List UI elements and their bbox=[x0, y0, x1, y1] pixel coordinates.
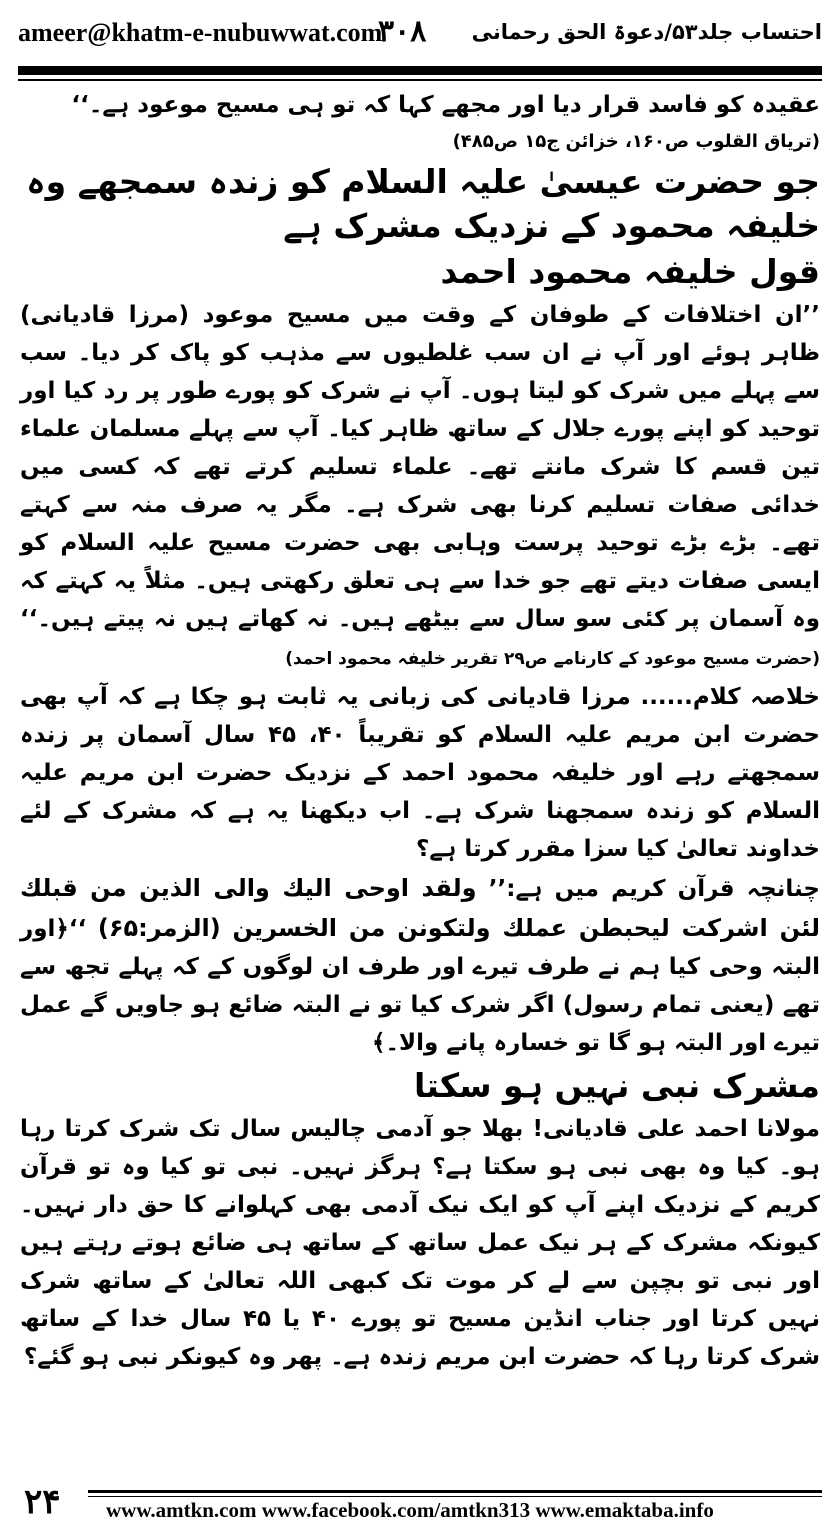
footer-page-label: ۲۴ bbox=[24, 1482, 61, 1522]
running-title: احتساب جلد۵۳/دعوۃ الحق رحمانی bbox=[471, 20, 822, 44]
footer-rule-thick bbox=[88, 1490, 822, 1493]
heading-nabi: مشرک نبی نہیں ہو سکتا bbox=[414, 1066, 820, 1105]
quran-arabic: ولقد اوحی الیك والی الذین من قبلك لئن اشرکت لیحبطن عملك ولتکونن من الخسرین (الزمر:۶۵) bbox=[20, 874, 820, 942]
summary-label: خلاصہ کلام...... bbox=[640, 684, 821, 710]
header-email[interactable]: ameer@khatm-e-nubuwwat.com bbox=[18, 18, 383, 47]
closing-paragraph: مولانا احمد علی قادیانی! بھلا جو آدمی چالیس سال تک شرک کرتا رہا ہو۔ کیا وہ بھی نبی ہو سکتا ہے؟ ہرگز نہیں۔ نبی تو کیا وہ تو قرآن کریم کے نزدیک اپنے آپ کو ایک نیک آدمی بھی کہلوانے کا حق دار نہیں۔ کیونکہ مشرک کے ہر نیک عمل ساتھ کے ساتھ ہی ضائع ہوتے رہتے ہیں اور نبی تو بچپن سے لے کر موت تک کبھی اللہ تعالیٰ کے ساتھ شرک نہیں کرتا اور جناب انڈین مسیح تو پورے ۴۰ یا ۴۵ سال خدا کے ساتھ شرک کرتا رہا کہ حضرت ابن مریم زندہ ہے۔ پھر وہ کیونکر نبی ہو گئے؟ bbox=[20, 1116, 820, 1370]
quote-text: ’’ان اختلافات کے طوفان کے وقت میں مسیح موعود (مرزا قادیانی) ظاہر ہوئے اور آپ نے ان سب غلطیوں سے مذہب کو پاک کر دیا۔ سب سے پہلے میں شرک کو لیتا ہوں۔ آپ نے شرک کو پورے طور پر رد کیا اور توحید کو اپنے پورے جلال کے ساتھ ظاہر کیا۔ آپ سے پہلے مسلمان علماء تین قسم کا شرک مانتے تھے۔ علماء تسلیم کرتے تھے کہ کسی میں خدائی صفات تسلیم کرنا بھی شرک ہے۔ مگر یہ صرف منہ سے کہتے تھے۔ بڑے بڑے توحید پرست وہابی بھی حضرت مسیح علیہ السلام کو ایسی صفات دیتے تھے جو خدا سے ہی تعلق رکھتی ہیں۔ مثلاً یہ کہتے کہ وہ آسمان پر کئی سو سال سے بیٹھے ہیں۔ نہ کھاتے ہیں نہ پیتے ہیں۔‘‘ bbox=[20, 302, 820, 632]
footer-urls[interactable]: www.amtkn.com www.facebook.com/amtkn313 www.emaktaba.info bbox=[106, 1498, 714, 1522]
page-content bbox=[20, 86, 820, 1376]
heading-qaul: قول خلیفہ محمود احمد bbox=[440, 252, 820, 291]
header-rule-thick bbox=[18, 66, 822, 75]
footer-rule-thin bbox=[88, 1496, 822, 1497]
reference-1: (تریاق القلوب ص۱۶۰، خزائن ج۱۵ ص۴۸۵) bbox=[452, 131, 820, 152]
quran-paragraph bbox=[20, 868, 820, 1062]
quran-translation: ‘‘﴿اور البتہ وحی کیا ہم نے طرف تیرے اور طرف ان لوگوں کے کہ پہلے تجھ سے تھے (یعنی تمام رسول) اگر شرک کیا تو نے البتہ ضائع ہو جاویں گے عمل تیرے اور البتہ ہو گا تو خسارہ پانے والا۔﴾ bbox=[20, 916, 820, 1056]
reference-2: (حضرت مسیح موعود کے کارنامے ص۲۹ تقریر خلیفہ محمود احمد) bbox=[285, 649, 820, 669]
quran-intro: چنانچہ قرآن کریم میں ہے:’’ bbox=[488, 876, 820, 902]
page-footer bbox=[18, 1482, 822, 1532]
opening-line: عقیدہ کو فاسد قرار دیا اور مجھے کہا کہ تو ہی مسیح موعود ہے۔‘‘ bbox=[71, 92, 820, 118]
summary-paragraph bbox=[20, 678, 820, 868]
header-rule-thin bbox=[18, 79, 822, 81]
page-number: ۳۰۸ bbox=[378, 14, 427, 49]
heading-mushrik: جو حضرت عیسیٰ علیہ السلام کو زندہ سمجھے وہ خلیفہ محمود کے نزدیک مشرک ہے bbox=[26, 162, 820, 245]
page-header bbox=[18, 12, 822, 58]
summary-text: مرزا قادیانی کی زبانی یہ ثابت ہو چکا ہے کہ آپ بھی حضرت ابن مریم علیہ السلام کو تقریباً ۴۰، ۴۵ سال آسمان پر زندہ سمجھتے رہے اور خلیفہ محمود احمد کے نزدیک حضرت ابن مریم علیہ السلام کو زندہ سمجھنا شرک ہے۔ اب دیکھنا یہ ہے کہ مشرک کے لئے خداوند تعالیٰ کیا سزا مقرر کرتا ہے؟ bbox=[20, 684, 821, 862]
quote-paragraph bbox=[20, 296, 820, 678]
